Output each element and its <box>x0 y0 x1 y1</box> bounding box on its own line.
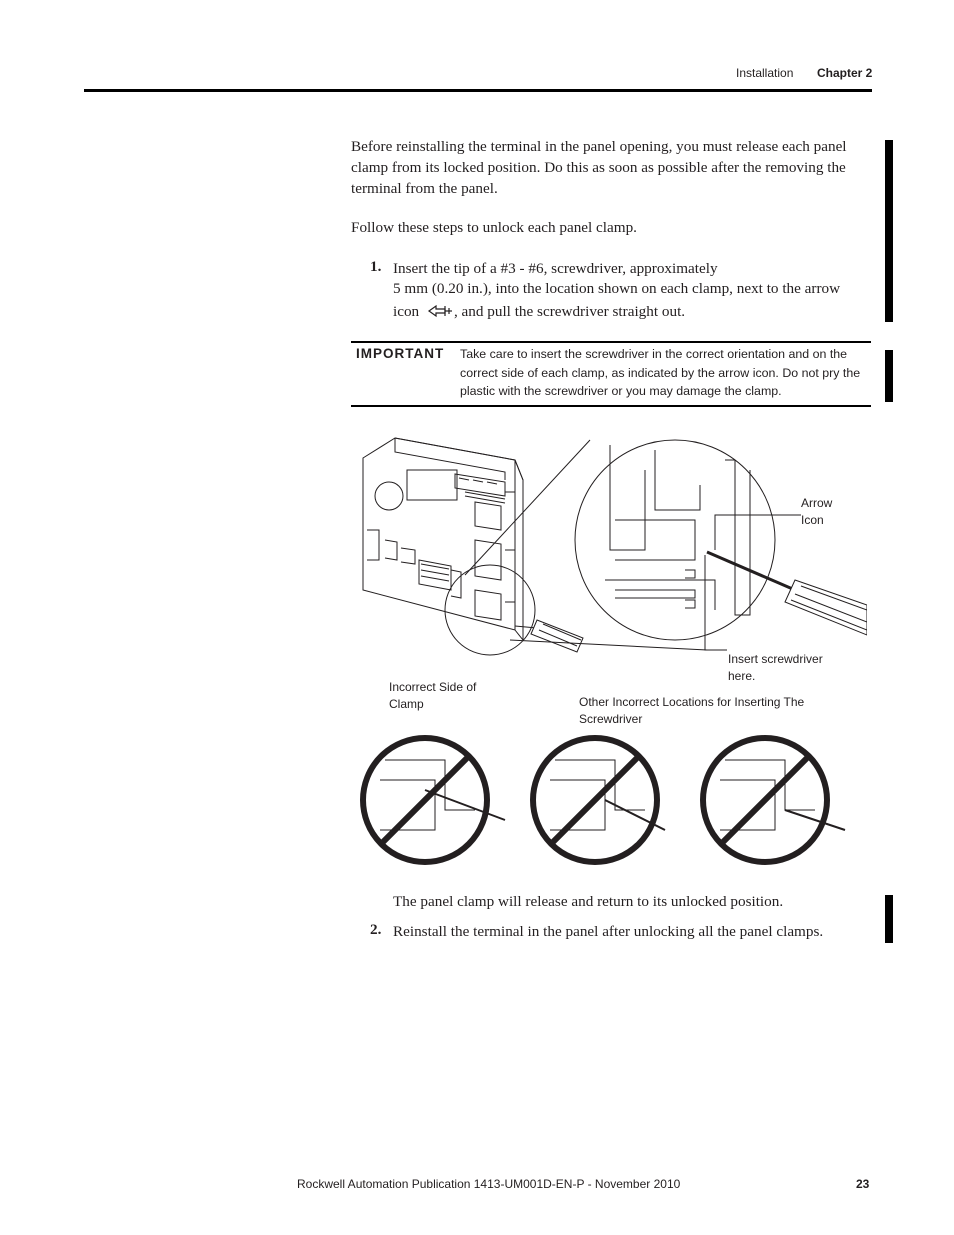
footer-page-number: 23 <box>856 1177 870 1191</box>
arrow-icon-caption-line-2: Icon <box>801 513 824 527</box>
step-2-number: 2. <box>370 921 382 938</box>
change-bar <box>885 895 893 943</box>
step-1-number: 1. <box>370 258 382 275</box>
header-section: Installation <box>736 66 794 80</box>
step-1-line-2: 5 mm (0.20 in.), into the location shown on each clamp, next to the arrow <box>393 280 841 297</box>
other-incorrect-caption-line-1: Other Incorrect Locations for Inserting The <box>579 695 805 709</box>
icon-word: icon <box>393 303 420 320</box>
important-text: Take care to insert the screwdriver in the correct orientation and on the correct side of each clamp, as indicated by the arrow icon. Do not pry the plastic with the screwdriver or you may damage the clamp. <box>460 347 861 399</box>
header-chapter: Chapter 2 <box>817 66 873 80</box>
step-1-line-1: Insert the tip of a #3 - #6, screwdriver, approximately <box>393 260 718 277</box>
change-bar <box>885 350 893 402</box>
important-bottom-rule <box>351 405 871 407</box>
insert-caption-line-1: Insert screwdriver <box>728 652 823 666</box>
step-1-line-3-end: , and pull the screwdriver straight out. <box>453 303 686 320</box>
insert-caption-line-2: here. <box>728 669 756 683</box>
arrow-icon-caption-line-1: Arrow <box>801 496 833 510</box>
other-incorrect-caption-line-2: Screwdriver <box>579 712 643 726</box>
prohibited-examples <box>363 738 845 862</box>
arrow-icon <box>427 304 453 318</box>
incorrect-side-caption-line-2: Clamp <box>389 697 424 711</box>
important-top-rule <box>351 341 871 343</box>
incorrect-side-caption-line-1: Incorrect Side of <box>389 680 477 694</box>
header-rule <box>84 89 872 92</box>
follow-paragraph: Follow these steps to unlock each panel clamp. <box>351 219 637 236</box>
clamp-figure <box>355 430 867 875</box>
footer-publication: Rockwell Automation Publication 1413-UM001D-EN-P - November 2010 <box>297 1177 681 1191</box>
step-2-text: Reinstall the terminal in the panel after unlocking all the panel clamps. <box>393 923 824 940</box>
step-1-line-3 <box>393 301 873 322</box>
important-label: IMPORTANT <box>356 346 445 361</box>
release-text: The panel clamp will release and return to its unlocked position. <box>393 893 784 910</box>
intro-paragraph: Before reinstalling the terminal in the panel opening, you must release each panel clamp from its locked position. Do this as soon as possible after the removing the terminal from the panel. <box>351 138 847 197</box>
change-bar <box>885 140 893 322</box>
